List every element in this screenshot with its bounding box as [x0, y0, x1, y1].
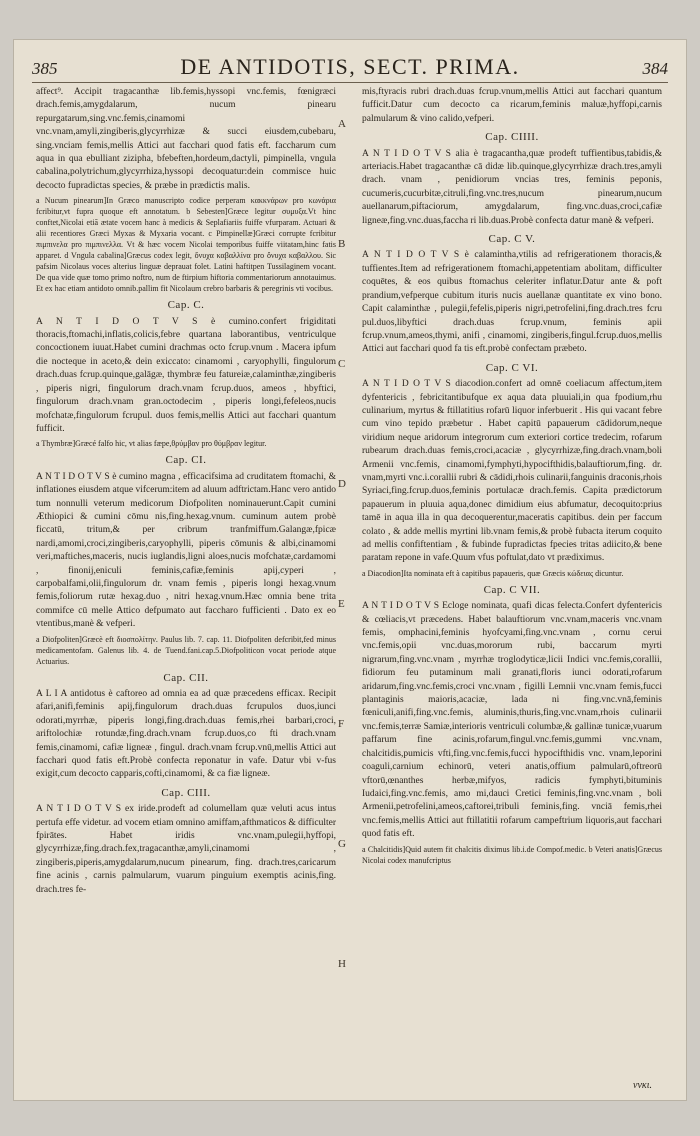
paragraph: A N T I D O T V S è cumino magna , efficacifsima ad cruditatem ftomachi, & inflationes eiusdem atque vifcerum:item ad aluum adftrictam.Hanc vero antido tum nonnulli veterum medicorum Diofpoliten nominauerunt.Capit cumini Æthiopici & cumini cōmu nis,fing.hexag.vnum. cuminum autem probè ficcatū, tritum,& per cribrum tranfmiffum.Galangæ,fpicæ nardi,amomi,croci,zingiberis,caryophylli, piperis cōmunis & albi,cinamomi veri,maftiches,maceris, nucis iuglandis,ligni aloes,nucis mofchatæ,cardamomi , finonij,eniculi feminis,cafiæ,feminis apij,cyperi , carpobalfami,olii,fingulorum dr. vnam femis , piperis longi hexag.vnum femis,foliorum rutæ hexag.duo , nitri hexag.vnum.Hæc omnia bene trita commifce cū melle Attico defpumato aut faccharo fufficienti . Dato ex eo vtentibus,manè & vefperi. [36, 471, 336, 630]
paragraph: affect⁹. Accipit tragacanthæ lib.femis,hyssopi vnc.femis, fœnigræci drach.femis,amygdalarum, nucum pinearu repurgatarum,sing.vnc.femis,cinamomi vnc.vnam,amyli,zingiberis,glycyrrhizæ & succi eiusdem,cubebaru, sing.vnciam femis,mellis Attici aut facchari quod fatis eft. faccharum cum aqua in qua ebulliant zizipha, bfebeften,hordeum,dactyli, pimpinella, vngula cabalina,polytrichum,glycyrrhiza,hyssopi decoquatur:dein commisce huic decocto fupradictas species, & præbe in prædictis malis. [36, 87, 336, 191]
margin-letter: G [338, 838, 346, 850]
margin-letter: C [338, 358, 346, 370]
chapter-heading: Cap. CIII. [161, 786, 211, 799]
chapter-heading: Cap. C. [167, 299, 205, 312]
chapter-heading: Cap. CI. [165, 454, 207, 467]
footnote: a Chalcitidis]Quid autem fit chalcitis diximus lib.i.de Compof.medic. b Veteri anatis]Græcus Nicolai codex manufcriptus [362, 844, 662, 865]
margin-letter: F [338, 718, 345, 730]
paragraph: A N T I D O T V S Ecloge nominata, quafi dicas felecta.Confert dyfentericis & cœliacis,vt præcedens. Habet balauftiorum vnc.vnam,maceris vnc.vnam femis, omphacini,feminis hyofcyami,fing.vnc.vnam , cornu cerui vnc.femis,opii vnc.duas,mororum rubi, baccarum myrti nigrarum,fing.vnc.vnam , myrrhæ troglodyticæ,licii Indici vnc.femis,corallii, fidiorum feu putaminum mali granati,floris iunci odorati,rofarum aridarum,fing.vnc.femis,croci vnc.vnam , figilli Lemnii vnc.vnam femis,fucci plantaginis maioris,acaciæ, lada ni fing.vnc.vnā,feminis fœniculi,anifi,fing.vnc.femis, aluminis,thuris,fing.vnc.vnam,rhois culinarii vnc.femis,terræ Samiæ,interioris ventriculi columbæ,& gallinæ tunicæ,vuarum paffarum fine acinis,rofarum,fingul.vnc.femis,gummi vnc.vnam, chalcitidis,pumicis vfti,fing.vnc.femis,fucci hypocifthidis vnc. vnam,leporini coaguli,carnium echinorū, veteri anatis,offium palmularū,oftreorū vftorū,œnanthes herbæ,mifyos, radicis fymphyti,bituminis Iudaici,fing.vnc.femis, amo mi,dauci Cretici feminis,fing.vnc.vnam , boli Armenii,petrofelini,ameos,caftorei,tribuli feminis,fing. vnciā femis,rhei vnc.femis,mellis Attici aut ftillatitii rofarum campeftrium liquoris,aut facchari quod fatis eft. [362, 601, 662, 840]
paragraph: A N T I D O T V S è calamintha,vtilis ad refrigerationem thoracis,& tuffientes.Item ad refrigerationem ftomachi,appetentiam abolitam, difficulter coquētes, & eos quibus ftomachus celeriter inflatur.Datur ante & poft prandium,vefperque cubitum ituris nucis auellanæ quantitate ex vino bono. Capit calaminthæ , pulegii,fefelis,piperis nigri,petrofelini,fing.drach.tres fcru pul.duos,libyftici drach.duas fcrup.vnum, feminis apii fcrup.vnum,ameos,thymi, anifi , cinamomi, zingiberis,fingul.fcrup.duos,mellis Attici aut facchari quod fa tis eft.probè confectam præbeto. [362, 250, 662, 355]
paragraph: A N T I D O T V S alia è tragacantha,quæ prodeft tuffientibus,tabidis,& arteriacis.Habet tragacanthæ cā didæ lib.quinque,glycyrrhizæ drach.tres,amyli drach. vnam , penidiorum vncias tres, feminis peponis, cucumeris,cucurbitæ,citruli,fing.vnc.tres,nucum pinearum,nucum auellanarum,piftaciorum, amygdalarum, fing.vnc.duas,croci,cafiæ ligneæ,fing.vnc.duas,faccha ri lib.duas.Probè confecta datur manè & vefperi. [362, 148, 662, 226]
paragraph: A N T I D O T V S è cumino.confert frigiditati thoracis,ftomachi,inflatis,colicis,febre quartana laborantibus, ventriculque concoctionem iuuat.Habet cumini drachmas octo fcrup.vnum . Macera ipfum die nocteque in aceto,& dein exiccato: cinamomi , caryophylli, fingulorum drach.duas fcrup.quinque,galāgæ, thymbræ feu fatureiæ,calaminthæ,zingiberis , piperis nigri, fingulorum drach.vnam fcrup.duos, ameos , hbyftici, fingulorum drach.vnam gran.octodecim , piperis longi,fefeleos,nucis mofchatæ,fingulorum fcrupul. duos femis,mellis Attici aut facchari quantum fufficit. [36, 316, 336, 434]
margin-letter: D [338, 478, 346, 490]
left-column [36, 86, 336, 1086]
margin-letter: B [338, 238, 346, 250]
chapter-heading: Cap. CIIII. [485, 131, 539, 144]
running-title: DE ANTIDOTIS, SECT. PRIMA. [180, 54, 520, 79]
chapter-heading: Cap. C VI. [485, 361, 539, 374]
page-number-left: 385 [32, 59, 58, 78]
footnote: a Thymbræ]Græcé falfo hic, vt alias fæpe,θρύμβαν pro θύμβραν legitur. [36, 439, 267, 449]
page-number-right: 384 [642, 59, 668, 78]
paragraph: A L I A antidotus è caftoreo ad omnia ea ad quæ præcedens efficax. Recipit afari,anifi,feminis apij,fingulorum drach.duas fcrupulos duos,iunci odorati,myrrhæ, piperis longi,fing.drach.duas femis,rhei barbari,croci, ariftolochiæ rotundæ,fing.drach.vnam fcrup.duos,co fti drach.vnam femis,cinamomi, cafiæ ligneæ , fingul. drach.vnam fcrup.vnū,mellis Attici aut facchari quod fatis eft.Probè confecta reponatur in vafe. Datur vbi v-fus exigit,cum decocto capparis,cofti,cinamomi, & ca fiæ ligneæ. [36, 689, 336, 780]
paragraph: A N T I D O T V S diacodion.confert ad omnē coeliacum affectum,item dyfentericis , febricitantibufque ex aqua data pluuiali,in qua fpodium,rhu culinarium, myrtus & ftillatitius rofarū liquor inferbuerit . His qui vacant febre cum vino tepido præbetur . Habet capitū papauerum cādidorum,neque viridium neque aridorum integrorum cum exteriori cortice tredecim, rofarum rubearum drach.duas femis,croci,acaciæ , glycyrrhizæ,fing.drach.vnam,boli Armenii vnc.femis, cinamomi,fymphyti,hypocifthidis,balauftiorum,fing. dr. vnam,myrti vnc.i.corallii rubri & cādidi,rhois culinarii,fanguinis draconis,rhois Syriaci,fing.fcrup.duos,feminis portulacæ drach.femis. Capita prædictorum papauerum in pluuia aqua,donec dimidium eius abfumatur, decoquito:prius tamē in aqua illa in qua decoquerentur,maceratis capitibus. dein per faccum colato , & adde mellis myrtini lib.vnam femis,& probè fubacta iterum coquito ad mellis confiftentiam , & fubinde fupradictas fpecies tritas adiicito,& bene paratam repone in vafe.Quum vfus poftulat,dato vt prædiximus. [362, 379, 662, 564]
running-header [32, 50, 668, 83]
footnote: a Nucum pinearum]In Græco manuscripto codice perperam κακκνάρων pro κωνάρια fcribitur,vt fupra quoque eft annotatum. b Sebesten]Græce legitur συμυξα.Vt hinc conftet,Nicolai etiā ætate vocem hanc à medicis & Seplafiariis fuiffe vfurparam. Actuari & alii recentiores Græci Myxas & Myxaria vocant. c Pimpinellæ]Græci corrupte fcribitur πιμπινελα pro πιμπινελλα. Vt & hæc vocem Nicolai temporibus fuiffe viitatam,hinc fatis apparet. d Vngula cabalina]Græcus codex legit, ὄνυχα καβαλλίνα pro ὄνυχα καβαλλου. Sic pafsim Nicolaus voces alterius linguæ deprauat folet. Latini haftitpen Tussilaginem vocant. De qua vide quæ tomo primo noftro, num de ftirpium hiftoria commentariorum annotauimus. Et ex hac etiam antidoto omnib.pallim fit Nicolaum crebro barbaris & peregrinis vti vocibus. [36, 196, 336, 294]
footnote: a Diofpoliten]Græcè eft διοσπολίτην. Paulus lib. 7. cap. 11. Diofpoliten defcribit,fed minus medicamentofam. Galenus lib. 4. de Tuend.fani.cap.5.Diofpoliticon vocat periode atque Actuarius. [36, 634, 336, 666]
book-page [14, 40, 686, 1100]
chapter-heading: Cap. CII. [163, 671, 209, 684]
paragraph: A N T I D O T V S ex iride.prodeft ad columellam quæ veluti acus intus pertufa effe videtur. ad vocem etiam omnino amiffam,afthmaticos & difficulter fpirātes. Habet iridis vnc.vnam,pulegii,hyffopi, glycyrrhizæ,fing.drach.fex,tragacanthæ,amyli,cinamomi , zingiberis,piperis,amygdalarum,nucum pinearum, fing. drach.tres,caricarum fine acinis , carnis palmularum, vuarum pinguium exemptis acinis,fing. drach.tres fe- [36, 804, 336, 895]
chapter-heading: Cap. C VII. [483, 583, 541, 596]
right-column [362, 86, 662, 1086]
footnote: a Diacodion]Ita nominata eft à capitibus papaueris, quæ Græcis κώδειας dicuntur. [362, 568, 624, 578]
chapter-heading: Cap. C V. [488, 233, 536, 246]
catchword: ννκι. [633, 1080, 652, 1091]
paragraph: mis,ftyracis rubri drach.duas fcrup.vnum,mellis Attici aut facchari quantum fufficit.Datur cum decocto ca ricarum,feminis maluæ,hyffopi,carnis palmularum & vino calido,vefperi. [362, 87, 662, 124]
margin-section-letters [336, 86, 356, 1086]
margin-letter: E [338, 598, 345, 610]
margin-letter: H [338, 958, 346, 970]
margin-letter: A [338, 118, 346, 130]
